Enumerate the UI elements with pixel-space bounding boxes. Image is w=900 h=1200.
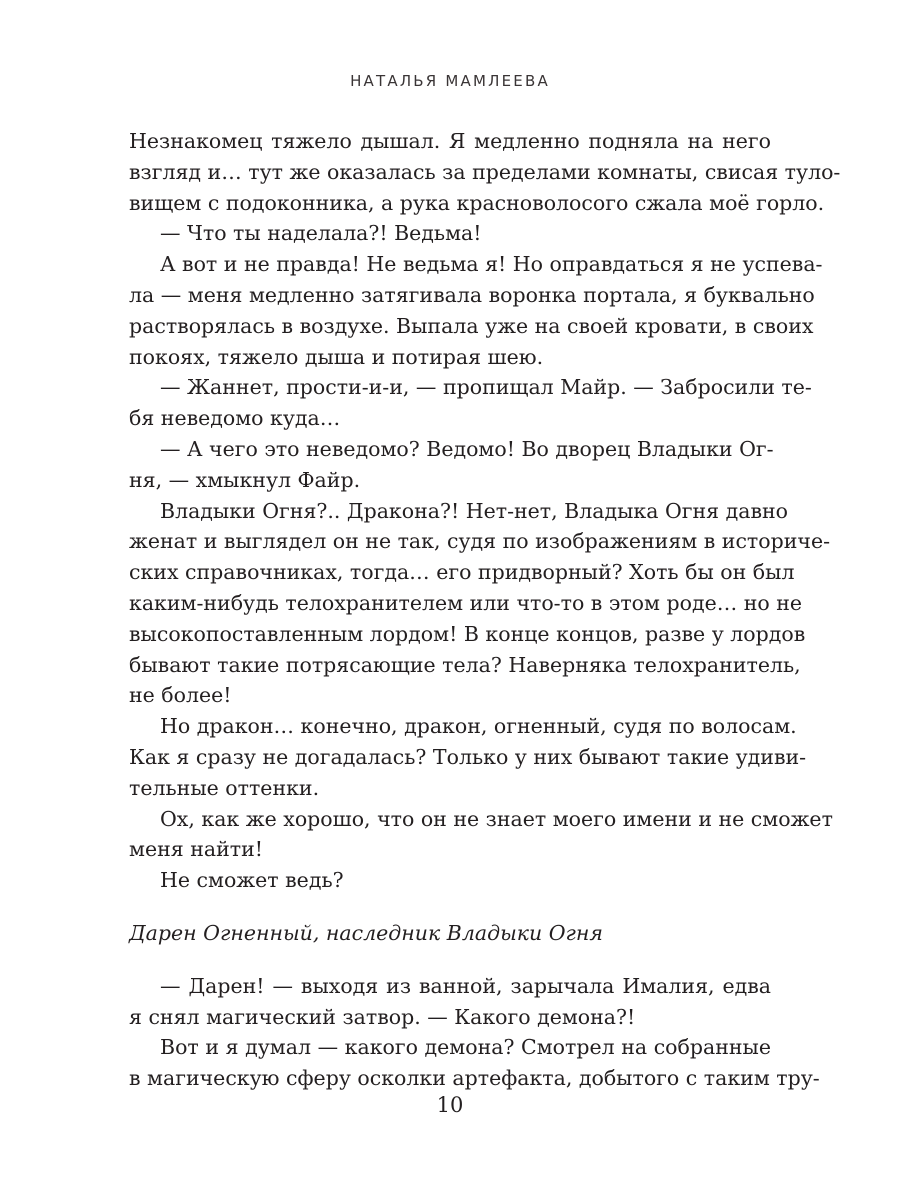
text-line: тельные оттенки. [129, 775, 320, 800]
text-line: высокопоставленным лордом! В конце концов, разве у лордов [129, 621, 806, 646]
text-line: женат и выглядел он не так, судя по изображениям в историче- [129, 529, 831, 554]
text-line: растворялась в воздухе. Выпала уже на своей кровати, в своих [129, 313, 814, 338]
text-line: — Жаннет, прости-и-и, — пропищал Майр. — Забросили те- [160, 375, 812, 400]
text-line: — Дарен! — выходя из ванной, зарычала Ималия, едва [160, 973, 771, 998]
section-break [129, 896, 771, 918]
page-number: 10 [436, 1093, 464, 1117]
text-line: Владыки Огня?.. Дракона?! Нет-нет, Владыка Огня давно [160, 498, 789, 523]
text-line: Не сможет ведь? [160, 868, 344, 893]
text-line: Ох, как же хорошо, что он не знает моего имени и не сможет [160, 806, 833, 831]
text-line: Незнакомец тяжело дышал. Я медленно подняла на него [129, 129, 771, 153]
text-line: ня, — хмыкнул Файр. [129, 467, 361, 492]
text-line: каким-нибудь телохранителем или что-то в этом роде… но не [129, 590, 803, 615]
text-line: бывают такие потрясающие тела? Наверняка телохранитель, [129, 652, 801, 677]
text-line: взгляд и… тут же оказалась за пределами комнаты, свисая туло- [129, 159, 841, 184]
text-line: — Что ты наделала?! Ведьма! [160, 221, 482, 246]
text-line: Как я сразу не догадалась? Только у них бывают такие удиви- [129, 744, 807, 769]
text-line: Но дракон… конечно, дракон, огненный, судя по волосам. [160, 714, 797, 739]
text-line: вищем с подоконника, а рука красноволосого сжала моё горло. [129, 190, 825, 215]
text-line: я снял магический затвор. — Какого демона?! [129, 1004, 636, 1029]
text-line: в магическую сферу осколки артефакта, добытого с таким тру- [129, 1066, 820, 1091]
text-line: Вот и я думал — какого демона? Смотрел на собранные [160, 1035, 771, 1060]
text-line: — А чего это неведомо? Ведомо! Во дворец Владыки Ог- [160, 436, 774, 461]
text-line: А вот и не правда! Не ведьма я! Но оправдаться я не успева- [160, 252, 823, 277]
running-header: НАТАЛЬЯ МАМЛЕЕВА [350, 72, 550, 90]
text-line: ских справочниках, тогда… его придворный? Хоть бы он был [129, 560, 795, 585]
text-line: ла — меня медленно затягивала воронка портала, я буквально [129, 282, 815, 307]
text-line: бя неведомо куда… [129, 406, 341, 431]
section-break [129, 949, 771, 971]
text-line: покоях, тяжело дыша и потирая шею. [129, 344, 544, 369]
text-line: меня найти! [129, 837, 263, 862]
text-line: не более! [129, 683, 232, 708]
section-heading: Дарен Огненный, наследник Владыки Огня [129, 920, 603, 945]
book-page-text [129, 126, 841, 1094]
